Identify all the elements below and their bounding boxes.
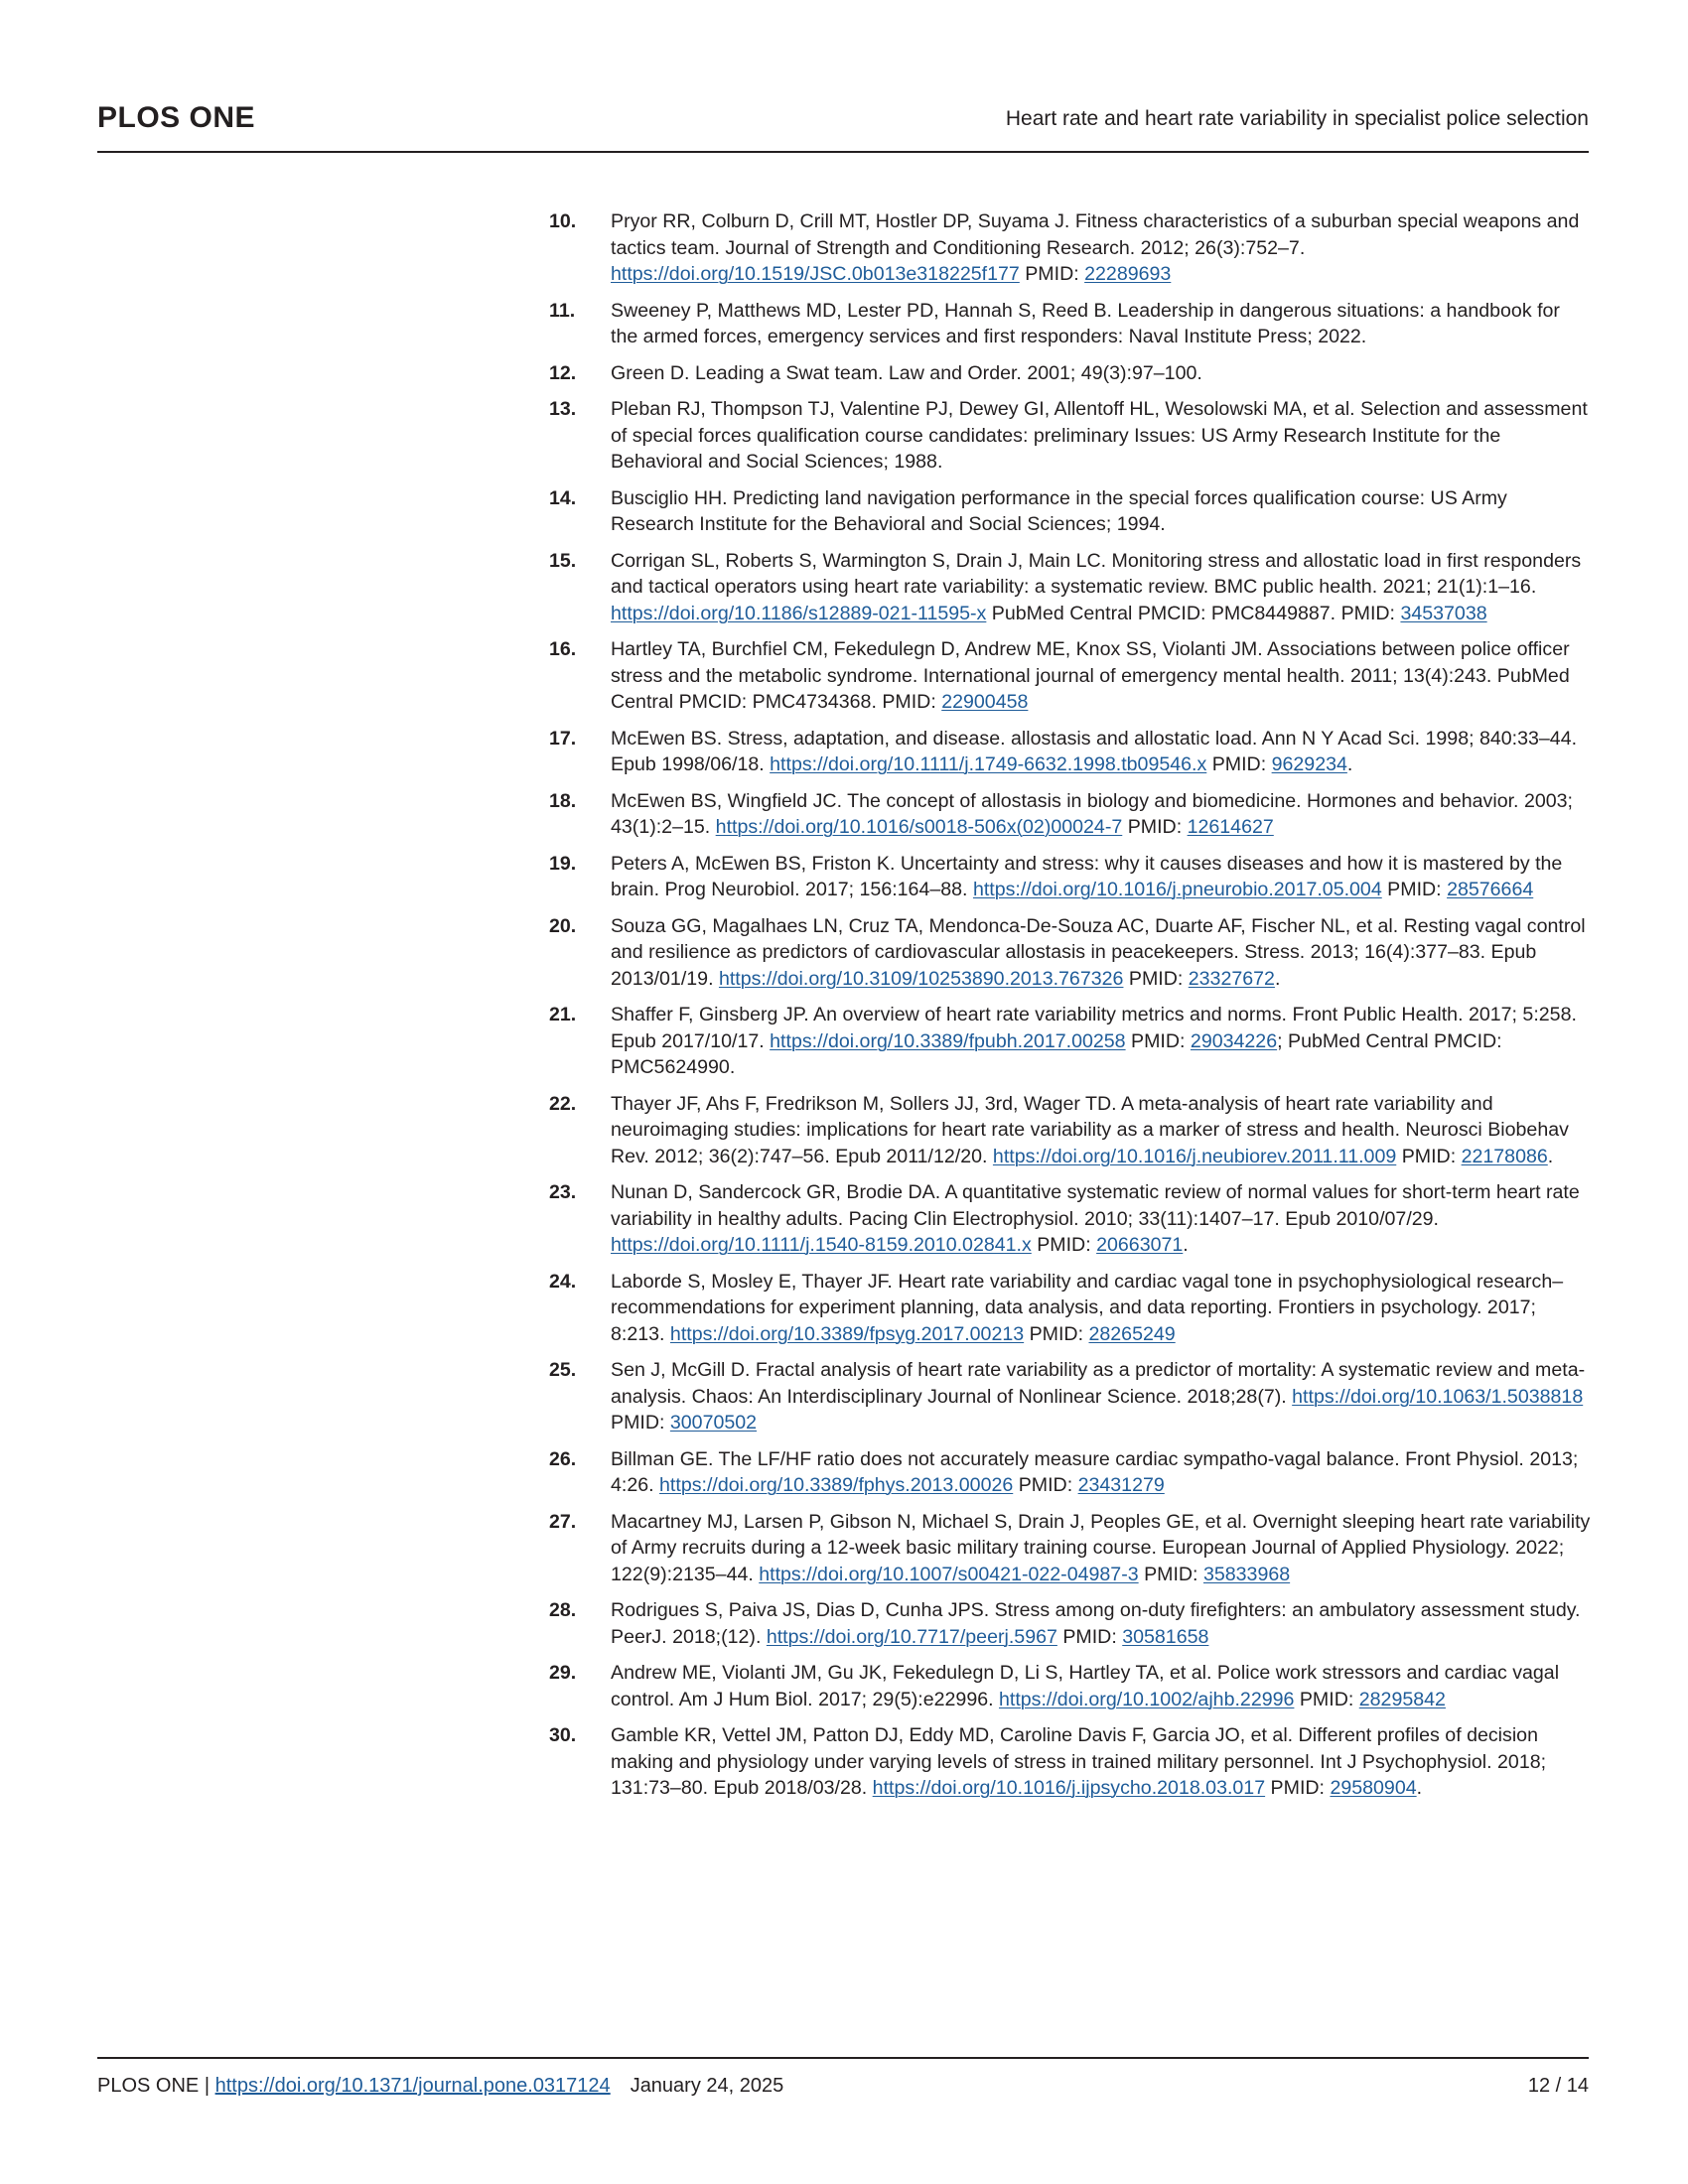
reference-link[interactable]: 22900458 [941, 691, 1029, 713]
reference-text-segment: ; PubMed Central PMCID: PMC5624990. [611, 1029, 1502, 1078]
reference-item [549, 1091, 1592, 1170]
reference-item [549, 726, 1592, 778]
reference-link[interactable]: https://doi.org/10.1063/1.5038818 [1292, 1385, 1584, 1408]
reference-text [611, 851, 1592, 903]
reference-number: 11. [549, 299, 576, 322]
reference-link[interactable]: https://doi.org/10.1519/JSC.0b013e318225f177 [611, 263, 1020, 285]
reference-link[interactable]: https://doi.org/10.1111/j.1540-8159.2010.02841.x [611, 1234, 1032, 1256]
reference-text [611, 1002, 1592, 1081]
reference-text-segment: PMID: [1031, 1234, 1097, 1256]
footer-date: January 24, 2025 [630, 2075, 784, 2097]
reference-text [611, 360, 1592, 387]
reference-text-segment: PMID: [1206, 753, 1272, 775]
reference-text [611, 548, 1592, 627]
reference-number: 28. [549, 1599, 577, 1621]
reference-number: 27. [549, 1510, 577, 1533]
reference-text-segment: Billman GE. The LF/HF ratio does not accurately measure cardiac sympatho-vagal balance. Front Physiol. 2013; 4:26. [611, 1447, 1579, 1496]
reference-text-segment: PMID: [1013, 1474, 1078, 1496]
reference-number: 10. [549, 210, 577, 232]
reference-text-segment: Pryor RR, Colburn D, Crill MT, Hostler DP, Suyama J. Fitness characteristics of a suburban special weapons and tactics team. Journal of Strength and Conditioning Research. 2012; 26(3):752–7. [611, 210, 1580, 259]
reference-text-segment: PMID: [1019, 263, 1085, 285]
reference-text [611, 1179, 1592, 1259]
reference-link[interactable]: https://doi.org/10.3389/fpsyg.2017.00213 [669, 1322, 1025, 1345]
reference-text [611, 485, 1592, 538]
reference-text [611, 1269, 1592, 1348]
reference-number: 30. [549, 1724, 577, 1746]
reference-link[interactable]: 29034226 [1190, 1029, 1278, 1052]
reference-text-segment: Corrigan SL, Roberts S, Warmington S, Drain J, Main LC. Monitoring stress and allostatic load in first responders and tactical operators using heart rate variability: a systematic review. BMC public health. 2021; 21(1):1–16. [611, 549, 1582, 598]
reference-number: 29. [549, 1662, 577, 1684]
footer-citation [97, 2075, 783, 2098]
reference-link[interactable]: https://doi.org/10.1186/s12889-021-11595-x [611, 602, 987, 624]
reference-text-segment: . [1547, 1145, 1554, 1167]
reference-item [549, 1660, 1592, 1712]
reference-link[interactable]: https://doi.org/10.3389/fphys.2013.00026 [659, 1474, 1014, 1496]
reference-text [611, 298, 1592, 350]
reference-number: 17. [549, 727, 577, 750]
reference-number: 19. [549, 852, 577, 875]
reference-item [549, 298, 1592, 350]
reference-link[interactable]: 28265249 [1088, 1322, 1176, 1345]
reference-link[interactable]: https://doi.org/10.1016/j.pneurobio.2017.05.004 [972, 879, 1382, 900]
reference-text-segment: PMID: [1138, 1563, 1203, 1585]
reference-item [549, 485, 1592, 538]
running-title: Heart rate and heart rate variability in specialist police selection [1005, 107, 1589, 130]
reference-text [611, 1357, 1592, 1436]
reference-text-segment: . [1183, 1234, 1189, 1256]
footer-journal: PLOS ONE | [97, 2075, 215, 2097]
reference-link[interactable]: 28576664 [1447, 879, 1534, 900]
reference-link[interactable]: 34537038 [1400, 602, 1487, 624]
reference-text-segment: PMID: [1294, 1688, 1359, 1710]
reference-text [611, 1597, 1592, 1650]
reference-text [611, 913, 1592, 993]
reference-link[interactable]: 30581658 [1122, 1625, 1209, 1648]
reference-number: 26. [549, 1447, 577, 1470]
reference-number: 18. [549, 789, 577, 812]
reference-number: 12. [549, 361, 577, 384]
reference-item [549, 1357, 1592, 1436]
reference-text [611, 788, 1592, 841]
reference-number: 25. [549, 1359, 577, 1381]
reference-link[interactable]: https://doi.org/10.1007/s00421-022-04987-3 [759, 1563, 1139, 1585]
reference-text-segment: Gamble KR, Vettel JM, Patton DJ, Eddy MD, Caroline Davis F, Garcia JO, et al. Different profiles of decision making and physiology under varying levels of stress in trained military personnel. Int J Psychophysiol. 2018; 131:73–80. Epub 2018/03/28. [611, 1724, 1547, 1799]
reference-link[interactable]: https://doi.org/10.3389/fpubh.2017.00258 [770, 1029, 1126, 1052]
reference-text [611, 1660, 1592, 1712]
reference-text [611, 726, 1592, 778]
reference-text-segment: Rodrigues S, Paiva JS, Dias D, Cunha JPS. Stress among on-duty firefighters: an ambulatory assessment study. PeerJ. 2018;(12). [611, 1599, 1581, 1648]
footer-doi-link[interactable]: https://doi.org/10.1371/journal.pone.0317124 [214, 2075, 611, 2097]
page-number: 12 / 14 [1527, 2075, 1589, 2097]
reference-link[interactable]: https://doi.org/10.1016/j.neubiorev.2011.11.009 [992, 1145, 1397, 1167]
reference-item [549, 548, 1592, 627]
reference-link[interactable]: https://doi.org/10.3109/10253890.2013.767326 [718, 967, 1124, 990]
reference-link[interactable]: 29580904 [1330, 1777, 1417, 1799]
reference-text-segment: PMID: [1396, 1145, 1462, 1167]
reference-text-segment: McEwen BS. Stress, adaptation, and disease. allostasis and allostatic load. Ann N Y Acad Sci. 1998; 840:33–44. Epub 1998/06/18. [611, 727, 1578, 775]
reference-number: 23. [549, 1181, 577, 1203]
reference-item [549, 636, 1592, 716]
reference-text-segment: Macartney MJ, Larsen P, Gibson N, Michael S, Drain J, Peoples GE, et al. Overnight sleeping heart rate variability of Army recruits during a 12-week basic military training course. European Journal of Applied Physiology. 2022; 122(9):2135–44. [611, 1510, 1591, 1585]
page-footer [97, 2057, 1589, 2097]
reference-text-segment: Nunan D, Sandercock GR, Brodie DA. A quantitative systematic review of normal values for short-term heart rate variability in healthy adults. Pacing Clin Electrophysiol. 2010; 33(11):1407–17. Epub 2010/07/29. [611, 1181, 1580, 1230]
reference-text [611, 208, 1592, 288]
reference-text-segment: Souza GG, Magalhaes LN, Cruz TA, Mendonca-De-Souza AC, Duarte AF, Fischer NL, et al. Resting vagal control and resilience as predictors of cardiovascular allostasis in peacekeepers. Stress. 2013; 16(4):377–83. Epub 2013/01/19. [611, 914, 1586, 990]
reference-link[interactable]: 23327672 [1188, 967, 1275, 990]
reference-text-segment: Sweeney P, Matthews MD, Lester PD, Hannah S, Reed B. Leadership in dangerous situations: a handbook for the armed forces, emergency services and first responders: Naval Institute Press; 2022. [611, 299, 1560, 347]
reference-item [549, 851, 1592, 903]
reference-number: 15. [549, 549, 577, 572]
reference-item [549, 1446, 1592, 1499]
reference-text-segment: PMID: [1125, 1029, 1191, 1052]
reference-text-segment: PMID: [1123, 967, 1189, 990]
reference-link[interactable]: https://doi.org/10.1111/j.1749-6632.1998.tb09546.x [770, 753, 1207, 775]
reference-text-segment: . [1416, 1777, 1423, 1799]
reference-text-segment: Sen J, McGill D. Fractal analysis of heart rate variability as a predictor of mortality: A systematic review and meta-analysis. Chaos: An Interdisciplinary Journal of Nonlinear Science. 2018;28(7). [611, 1359, 1586, 1408]
reference-item [549, 396, 1592, 476]
reference-text [611, 396, 1592, 476]
reference-link[interactable]: https://doi.org/10.1002/ajhb.22996 [999, 1688, 1295, 1710]
reference-text-segment: PMID: [611, 1412, 670, 1433]
reference-text [611, 1446, 1592, 1499]
reference-number: 22. [549, 1092, 577, 1115]
reference-link[interactable]: 28295842 [1358, 1688, 1446, 1710]
reference-item [549, 1597, 1592, 1650]
reference-text-segment: PMID: [1265, 1777, 1331, 1799]
reference-link[interactable]: https://doi.org/10.7717/peerj.5967 [766, 1625, 1057, 1648]
reference-link[interactable]: https://doi.org/10.1016/s0018-506x(02)00024-7 [715, 816, 1123, 838]
reference-text-segment: Thayer JF, Ahs F, Fredrikson M, Sollers JJ, 3rd, Wager TD. A meta-analysis of heart rate variability and neuroimaging studies: implications for heart rate variability as a marker of stress and health. Neurosci Biobehav Rev. 2012; 36(2):747–56. Epub 2011/12/20. [611, 1092, 1569, 1167]
reference-link[interactable]: 35833968 [1202, 1563, 1291, 1585]
reference-text-segment: Busciglio HH. Predicting land navigation performance in the special forces qualification course: US Army Research Institute for the Behavioral and Social Sciences; 1994. [611, 486, 1507, 535]
reference-number: 20. [549, 914, 577, 937]
reference-link[interactable]: 20663071 [1096, 1234, 1184, 1256]
reference-number: 21. [549, 1004, 577, 1025]
reference-item [549, 1722, 1592, 1802]
reference-item [549, 788, 1592, 841]
reference-number: 14. [549, 486, 577, 509]
reference-number: 24. [549, 1270, 577, 1293]
reference-text [611, 1722, 1592, 1802]
reference-item [549, 1179, 1592, 1259]
reference-text-segment: . [1274, 967, 1281, 990]
reference-link[interactable]: 12614627 [1187, 816, 1274, 838]
reference-item [549, 913, 1592, 993]
reference-number: 13. [549, 398, 577, 420]
reference-text-segment: PMID: [1024, 1322, 1089, 1345]
reference-text [611, 636, 1592, 716]
reference-link[interactable]: 22178086 [1461, 1145, 1548, 1167]
reference-text-segment: PMID: [1122, 816, 1188, 838]
reference-text-segment: Laborde S, Mosley E, Thayer JF. Heart rate variability and cardiac vagal tone in psychophysiological research–recommendations for experiment planning, data analysis, and data reporting. Frontiers in psychology. 2017; 8:213. [611, 1270, 1564, 1345]
reference-text [611, 1509, 1592, 1588]
reference-item [549, 360, 1592, 387]
reference-text-segment: Green D. Leading a Swat team. Law and Order. 2001; 49(3):97–100. [611, 361, 1202, 384]
reference-text-segment: Shaffer F, Ginsberg JP. An overview of heart rate variability metrics and norms. Front Public Health. 2017; 5:258. Epub 2017/10/17. [611, 1004, 1577, 1052]
reference-link[interactable]: 23431279 [1077, 1474, 1165, 1496]
journal-name: PLOS ONE [97, 101, 256, 134]
reference-text-segment: McEwen BS, Wingfield JC. The concept of allostasis in biology and biomedicine. Hormones and behavior. 2003; 43(1):2–15. [611, 789, 1573, 838]
reference-text-segment: PubMed Central PMCID: PMC8449887. PMID: [986, 602, 1401, 624]
reference-text-segment: PMID: [1381, 879, 1448, 900]
reference-item [549, 1002, 1592, 1081]
reference-link[interactable]: 22289693 [1084, 263, 1172, 285]
reference-link[interactable]: 30070502 [669, 1412, 758, 1433]
reference-text-segment: Peters A, McEwen BS, Friston K. Uncertainty and stress: why it causes diseases and how it is mastered by the brain. Prog Neurobiol. 2017; 156:164–88. [611, 852, 1563, 900]
reference-item [549, 1269, 1592, 1348]
reference-link[interactable]: 9629234 [1271, 753, 1347, 775]
page-header [97, 95, 1589, 153]
reference-item [549, 1509, 1592, 1588]
reference-text-segment: Hartley TA, Burchfiel CM, Fekedulegn D, Andrew ME, Knox SS, Violanti JM. Associations between police officer stress and the metabolic syndrome. International journal of emergency mental health. 2011; 13(4):243. PubMed Central PMCID: PMC4734368. PMID: [611, 638, 1570, 713]
reference-list [549, 208, 1592, 1812]
reference-text-segment: . [1346, 753, 1353, 775]
reference-text-segment: Pleban RJ, Thompson TJ, Valentine PJ, Dewey GI, Allentoff HL, Wesolowski MA, et al. Selection and assessment of special forces qualification course candidates: preliminary Issues: US Army Research Institute for the Behavioral and Social Sciences; 1988. [611, 398, 1588, 473]
reference-link[interactable]: https://doi.org/10.1016/j.ijpsycho.2018.03.017 [872, 1777, 1266, 1799]
reference-text [611, 1091, 1592, 1170]
reference-number: 16. [549, 638, 577, 660]
reference-item [549, 208, 1592, 288]
reference-text-segment: Andrew ME, Violanti JM, Gu JK, Fekedulegn D, Li S, Hartley TA, et al. Police work stressors and cardiac vagal control. Am J Hum Biol. 2017; 29(5):e22996. [611, 1662, 1560, 1710]
reference-text-segment: PMID: [1056, 1625, 1123, 1648]
